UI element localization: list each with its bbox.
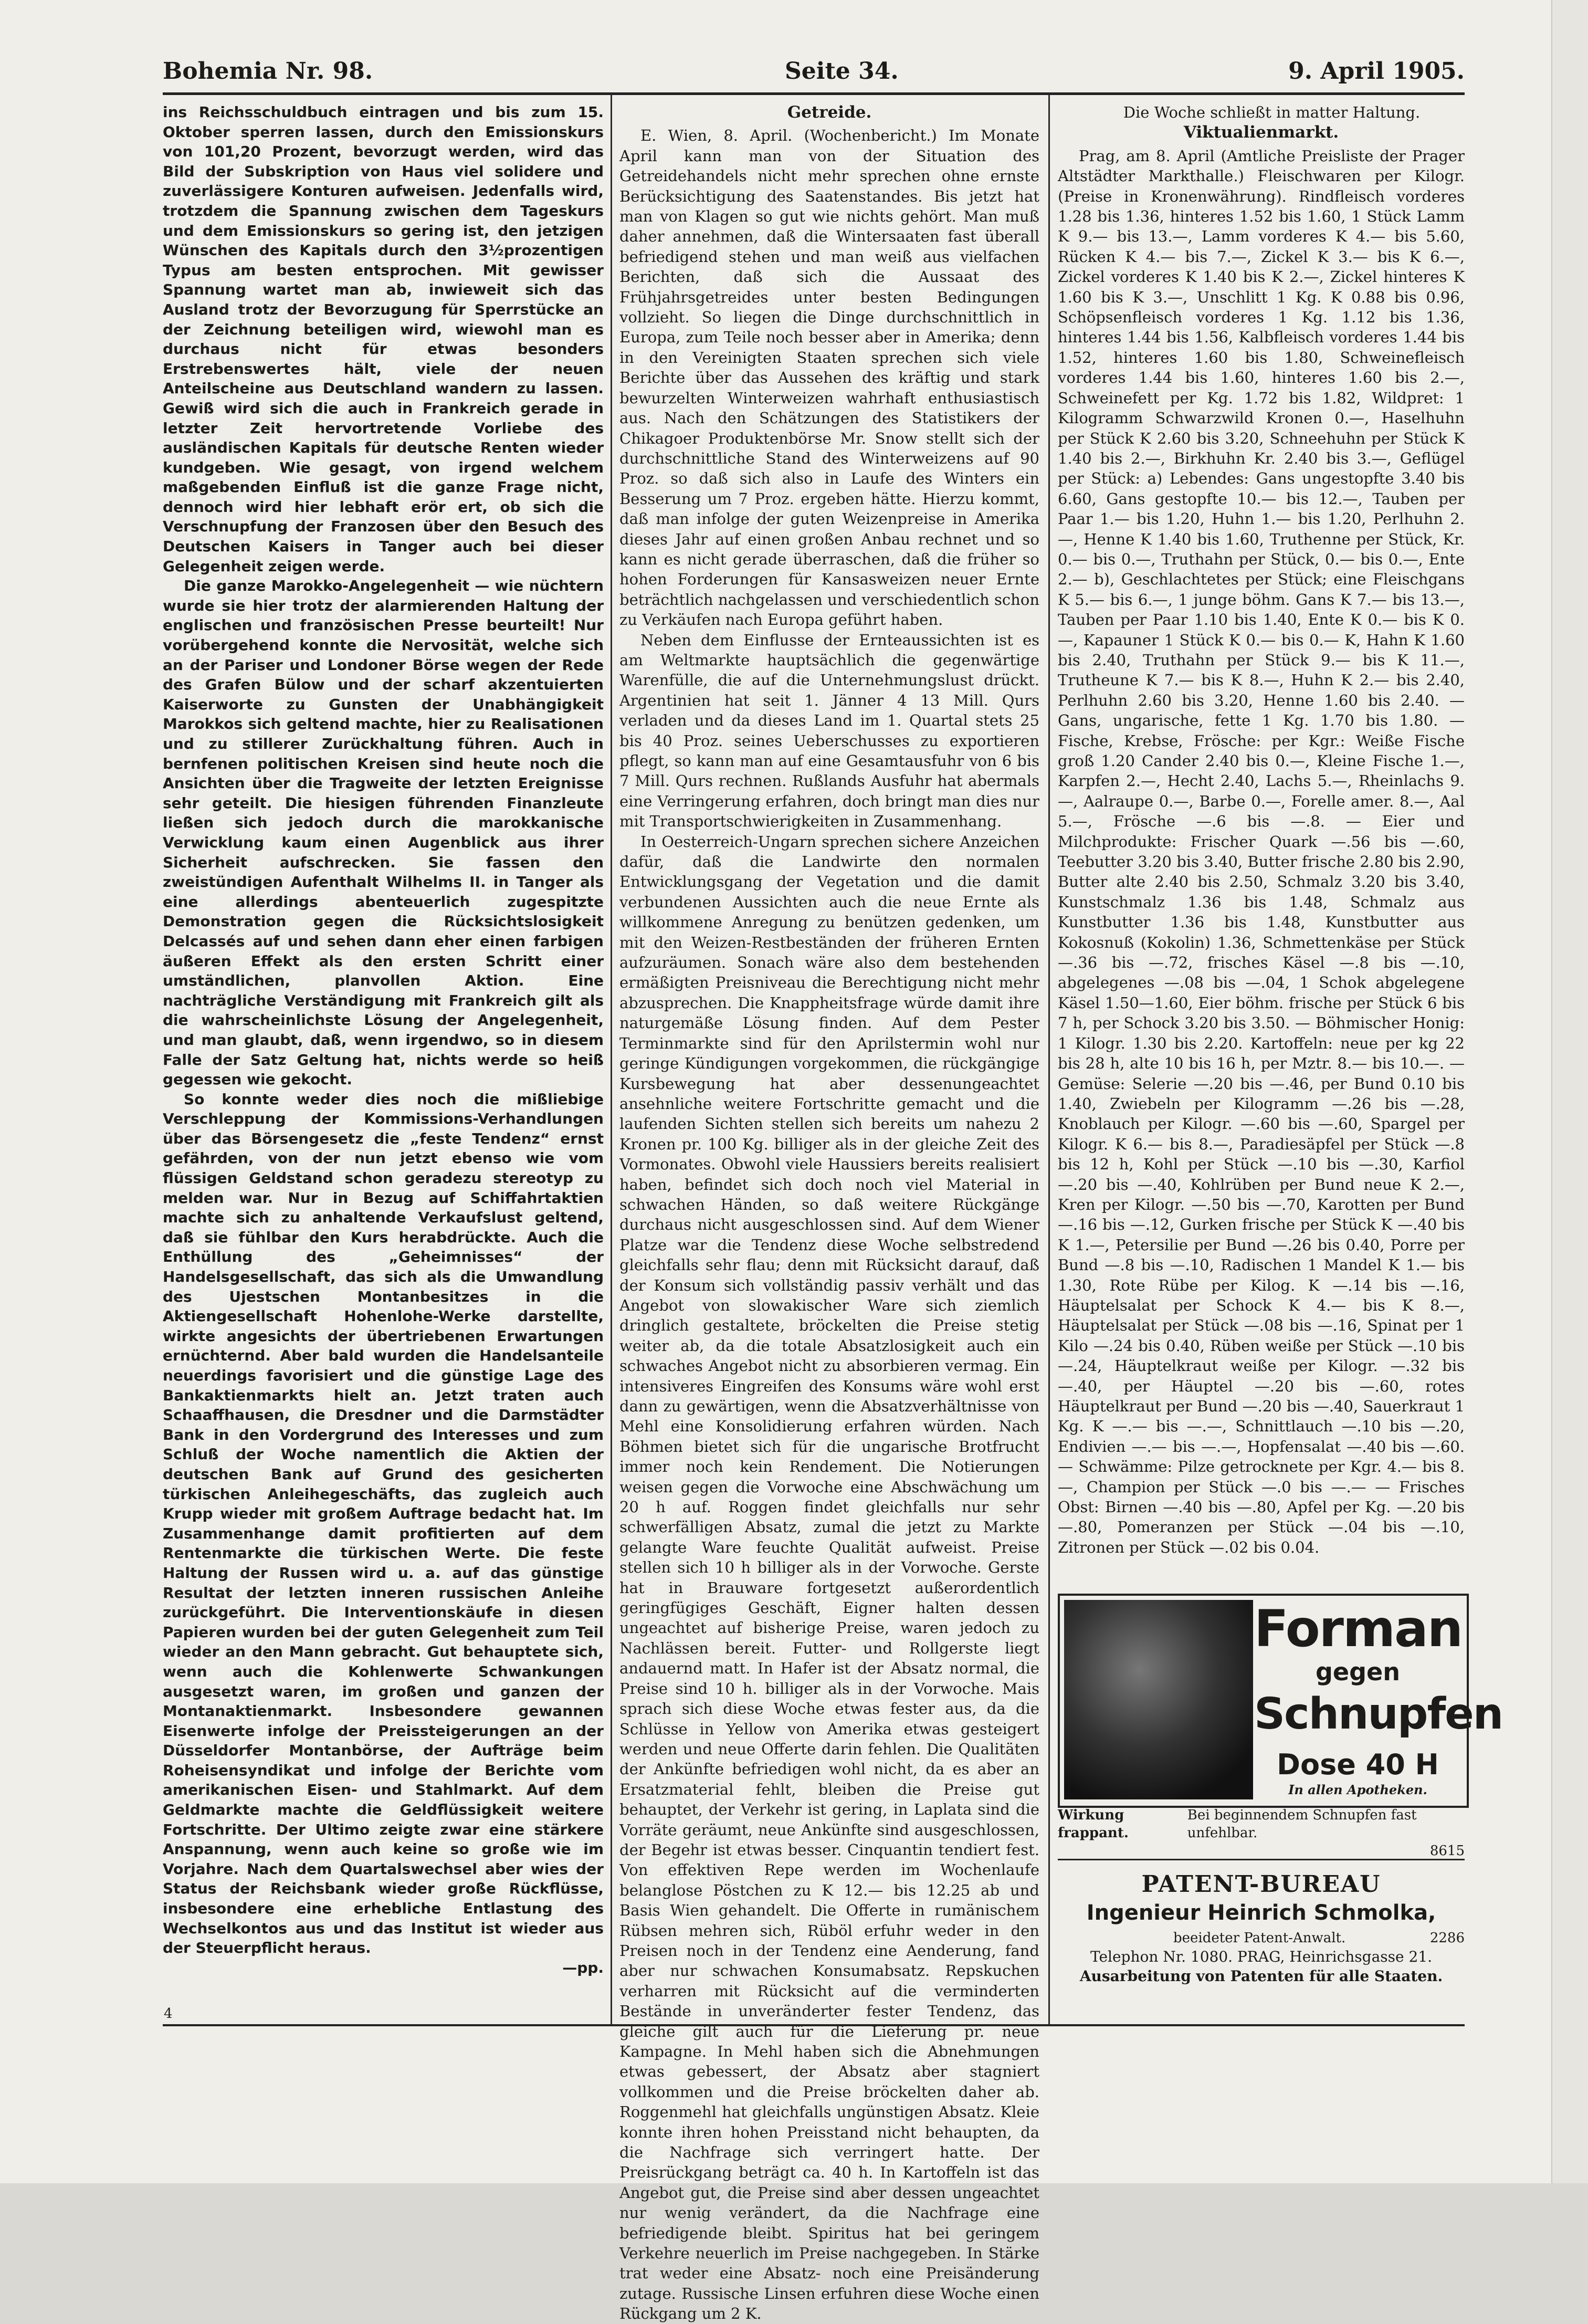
column-market [1058, 102, 1465, 1556]
section-heading: Getreide. [787, 103, 872, 122]
section-heading: Viktualienmarkt. [1183, 123, 1339, 142]
ad-availability: In allen Apotheken. [1288, 1782, 1427, 1797]
ad-gegen: gegen [1316, 1658, 1400, 1686]
header-page-number: Seite 34. [785, 58, 899, 85]
paragraph: So konnte weder dies noch die mißliebige Verschleppung der Kommissions-Verhandlungen über das Börsengesetz die „feste Tendenz“ ernst gefährden, von der nun jetzt ebenso wie vom flüssigen Geldstand schon geradezu stereotyp zu melden war. Nur in Bezug auf Schiffahrtaktien machte sich zu anhaltende Verkaufslust geltend, daß sie fühlbar den Kurs herabdrückte. Auch die Enthüllung des „Geheimnisses“ der Handelsgesellschaft, das sich als die Umwandlung des Ujestschen Montanbesitzes in die Aktiengesellschaft Hohenlohe-Werke darstellte, wirkte angesichts der übertriebenen Erwartungen ernüchternd. Aber bald wurden die Handelsanteile neuerdings favorisiert und die günstige Lage des Bankaktienmarkts hielt an. Jetzt traten auch Schaaffhausen, die Dresdner und die Darmstädter Bank in den Vordergrund des Interesses und zum Schluß der Woche namentlich die Aktien der deutschen Bank auf Grund des gesicherten türkischen Anleihegeschäfts, das zugleich auch Krupp wieder mit großem Auftrage bedacht hat. Im Zusammenhange damit profitierten auf dem Rentenmarkte die türkischen Werte. Die feste Haltung der Russen wird u. a. auf das günstige Resultat der letzten inneren russischen Anleihe zurückgeführt. Die Interventionskäufe in diesen Papieren wurden bei der guten Gelegenheit zum Teil wieder an den Mann gebracht. Gut behauptete sich, wenn auch die Kohlenwerte Schwankungen ausgesetzt waren, im großen und ganzen der Montanaktienmarkt. Insbesondere gewannen Eisenwerte infolge der Preissteigerungen an der Düsseldorfer Montanbörse, der Aufträge beim Roheisensyndikat und infolge der Berichte vom amerikanischen Eisen- und Stahlmarkt. Auf dem Geldmarkte machte die Geldflüssigkeit weitere Fortschritte. Der Ultimo zeigte zwar eine stärkere Anspannung, wenn auch keine so große wie im Vorjahre. Nach dem Quartalswechsel aber wies der Status der Reichsbank wieder große Rückflüsse, insbesondere eine erhebliche Entlastung des Wechselkontos aus und das Institut ist wieder aus der Steuerpflicht heraus. [163, 1090, 604, 1957]
page-marker: 4 [164, 2006, 173, 2022]
page-header [163, 58, 1465, 95]
column-divider [1048, 95, 1050, 2024]
header-rule [163, 92, 1465, 95]
ad-title: PATENT-BUREAU [1141, 1871, 1381, 1898]
column-divider [611, 95, 612, 2024]
column-finance [163, 102, 604, 2003]
ad-slogan-detail: Bei beginnendem Schnupfen fast unfehlbar. [1187, 1807, 1417, 1841]
ad-brand: Forman [1254, 1599, 1463, 1658]
ad-subtitle: beeideter Patent-Anwalt. [1173, 1930, 1346, 1946]
ad-code: 2286 [1429, 1930, 1465, 1946]
footer-rule [163, 2024, 1465, 2026]
forman-tagline [1058, 1806, 1465, 1860]
paragraph: E. Wien, 8. April. (Wochenbericht.) Im Monate April kann man von der Situation des Getreidehandels nicht mehr sprechen ohne ernste Berücksichtigung des Saatenstandes. Bis jetzt hat man von Klagen so gut wie nichts gehört. Man muß daher annehmen, daß die Wintersaaten fast überall befriedigend stehen und man weiß aus vielfachen Berichten, daß sich die Aussaat des Frühjahrsgetreides unter besten Bedingungen vollzieht. So liegen die Dinge durchschnittlich in Europa, zum Teile noch besser aber in Amerika; denn in den Vereinigten Staaten sprechen sich viele Berichte über das Aussehen des kräftig und stark bewurzelten Winterweizen wahrhaft enthusiastisch aus. Nach den Schätzungen des Statistikers der Chikagoer Produktenbörse Mr. Snow stellt sich der durchschnittliche Stand des Winterweizens auf 90 Proz. so daß sich also in Laufe des Winters ein Besserung um 7 Proz. ergeben hätte. Hierzu kommt, daß man infolge der guten Weizenpreise in Amerika dieses Jahr auf einen großen Anbau rechnet und so kann es nicht gerade überraschen, daß die früher so hohen Forderungen für Kansasweizen neuer Ernte beträchtlich nachgelassen und verschiedentlich schon zu Verkäufen nach Europa geführt haben. [619, 127, 1039, 629]
page-edge [1551, 0, 1588, 2183]
ad-rule [1058, 1859, 1465, 1860]
ad-subtitle-row [1058, 1930, 1465, 1946]
advertisement-illustration [1064, 1600, 1253, 1799]
paragraph: Neben dem Einflusse der Ernteaussichten ist es am Weltmarkte hauptsächlich die gegenwärtige Warenfülle, die auf die Unternehmungslust drückt. Argentinien hat seit 1. Jänner 4 13 Mill. Qurs verladen und da dieses Land im 1. Quartal stets 25 bis 40 Proz. seines Ueberschusses zu exportieren pflegt, so kann man auf eine Gesamtausfuhr von 6 bis 7 Mill. Qurs rechnen. Rußlands Ausfuhr hat abermals eine Verringerung erfahren, doch bringt man dies nur mit Transportschwierigkeiten in Zusammenhang. [619, 631, 1039, 831]
ad-service: Ausarbeitung von Patenten für alle Staaten. [1079, 1967, 1443, 1985]
header-date: 9. April 1905. [1288, 58, 1465, 85]
paragraph: ins Reichsschuldbuch eintragen und bis zum 15. Oktober sperren lassen, durch den Emissionskurs von 101,20 Prozent, bevorzugt werden, wird das Bild der Subskription von Haus viel solidere und zuverlässigere Konturen aufweisen. Jedenfalls wird, trotzdem die Spannung zwischen dem Tageskurs und dem Emissionskurs so gering ist, den jetzigen Wünschen des Kapitals durch den 3½prozentigen Typus am besten entsprochen. Mit gewisser Spannung wartet man ab, inwieweit sich das Ausland trotz der Bevorzugung für Sperrstücke an der Zeichnung beteiligen wird, wiewohl man es durchaus nicht für etwas besonders Erstrebenswertes hält, viele der neuen Anteilscheine aus Deutschland wandern zu lassen. Gewiß wird sich die auch in Frankreich gerade in letzter Zeit hervortretende Vorliebe des ausländischen Kapitals für deutsche Renten wieder kundgeben. Wie gesagt, von irgend welchem maßgebenden Einfluß ist die ganze Frage nicht, dennoch wird hier lebhaft erör ert, ob sich die Verschnupfung der Franzosen über den Besuch des Deutschen Kaisers in Tanger auch bei dieser Gelegenheit zeigen werde. [163, 103, 604, 575]
closing-line: Die Woche schließt in matter Haltung. [1123, 103, 1421, 121]
ad-name: Ingenieur Heinrich Schmolka, [1086, 1901, 1436, 1925]
paragraph: In Oesterreich-Ungarn sprechen sichere Anzeichen dafür, daß die Landwirte den normalen Entwicklungsgang der Vegetation und die damit verbundenen Aussichten auch die neue Ernte als willkommene Anregung zu benützen gedenken, um mit den Weizen-Restbeständen der früheren Ernten aufzuräumen. Sonach wäre also dem bestehenden ermäßigten Preisniveau die Berechtigung nicht mehr abzusprechen. Die Knappheitsfrage würde damit ihre naturgemäße Lösung finden. Auf dem Pester Terminmarkte sind für den Aprilstermin wohl nur geringe Kündigungen vorgekommen, die rückgängige Kursbewegung hat aber dessenungeachtet ansehnliche weitere Fortschritte gemacht und die laufenden Sichten stellen sich bereits um nahezu 2 Kronen pr. 100 Kg. billiger als in der gleiche Zeit des Vormonates. Obwohl viele Haussiers bereits realisiert haben, befindet sich doch noch viel Material in schwachen Händen, so daß weitere Rückgänge durchaus nicht ausgeschlossen sind. Auf dem Wiener Platze war die Tendenz diese Woche selbstredend gleichfalls sehr flau; denn mit Rücksicht darauf, daß der Konsum sich vollständig passiv verhält und das Angebot von slowakischer Ware sich ziemlich dringlich gestaltete, bröckelten die Preise stetig weiter ab, da die totale Absatzlosigkeit auch ein schwaches Angebot nicht zu absorbieren vermag. Ein intensiveres Eingreifen des Konsums wäre wohl erst dann zu gewärtigen, wenn die Absatzverhältnisse von Mehl eine Konsolidierung erfahren würden. Nach Böhmen bietet sich für die ungarische Brotfrucht immer noch kein Rendement. Die Notierungen weisen gegen die Vorwoche eine Abschwächung um 20 h auf. Roggen findet gleichfalls nur sehr schwerfälligen Absatz, zumal die jetzt zu Markte gelangte Ware feuchte Qualität aufweist. Preise stellen sich 10 h billiger als in der Vorwoche. Gerste hat in Brauware fortgesetzt außerordentlich geringfügiges Geschäft, Eigner halten dessen ungeachtet auf bisherige Preise, waren jedoch zu Nachlässen bereit. Futter- und Rollgerste liegt andauernd matt. In Hafer ist der Absatz normal, die Preise sind 10 h. billiger als in der Vorwoche. Mais sprach sich diese Woche etwas fester aus, da die Schlüsse in Yellow von Amerika etwas gesteigert werden und neue Offerte darin fehlen. Die Qualitäten der Ankünfte befriedigen wohl nicht, da es aber an Ersatzmaterial fehlt, bleiben die Preise gut behauptet, der Verkehr ist gering, in Laplata sind die Vorräte geräumt, neue Ankünfte sind ausgeschlossen, der Begehr ist etwas besser. Cinquantin tendiert fest. Von effektiven Repe werden im Wochenlaufe belanglose Pöstchen zu K 12.— bis 12.25 ab und Basis Wien gehandelt. Die Offerte in rumänischem Rübsen mehren sich, Rüböl erfuhr weder in den Preisen noch in der Tendenz eine Aenderung, fand aber nur schwachen Konsumabsatz. Repskuchen verharren mit Rücksicht auf die verminderten Bestände in unveränderter fester Tendenz, das gleiche gilt auch für die Lieferung pr. neue Kampagne. In Mehl haben sich die Abnehmungen etwas gebessert, der Absatz aber stagniert vollkommen und die Preise bröckelten daher ab. Roggenmehl hat gleichfalls ungünstigen Absatz. Kleie konnte ihren hohen Preisstand nicht behaupten, da die Nachfrage sich verringert hatte. Der Preisrückgang beträgt ca. 40 h. In Kartoffeln ist das Angebot gut, die Preise sind aber dessen ungeachtet nur wenig verändert, da die Nachfrage eine befriedigende bleibt. Spiritus hat bei geringem Verkehre neuerlich im Preise nachgegeben. In Stärke trat weder eine Absatz- noch eine Preisänderung zutage. Russische Linsen erfuhren diese Woche einen Rückgang um 2 K. [619, 832, 1039, 2323]
paragraph: Prag, am 8. April (Amtliche Preisliste der Prager Altstädter Markthalle.) Fleischwaren per Kilogr. (Preise in Kronenwährung). Rindfleisch vorderes 1.28 bis 1.36, hinteres 1.52 bis 1.60, 1 Stück Lamm K 9.— bis 13.—, Lamm vorderes K 4.— bis 5.60, Rücken K 4.— bis 7.—, Zickel K 3.— bis K 6.—, Zickel vorderes K 1.40 bis K 2.—, Zickel hinteres K 1.60 bis K 3.—, Unschlitt 1 Kg. K 0.88 bis 0.96, Schöpsenfleisch vorderes 1 Kg. 1.12 bis 1.36, hinteres 1.44 bis 1.56, Kalbfleisch vorderes 1.44 bis 1.52, hinteres 1.60 bis 1.80, Schweinefleisch vorderes 1.44 bis 1.60, hinteres 1.60 bis 2.—, Schweinefett per Kg. 1.72 bis 1.82, Wildpret: 1 Kilogramm Schwarzwild Kronen 0.—, Haselhuhn per Stück K 2.60 bis 3.20, Schneehuhn per Stück K 1.40 bis 2.—, Birkhuhn Kr. 2.40 bis 3.—, Geflügel per Stück: a) Lebendes: Gans ungestopfte 3.40 bis 6.60, Gans gestopfte 10.— bis 12.—, Tauben per Paar 1.— bis 1.20, Huhn 1.— bis 1.20, Perlhuhn 2.—, Henne K 1.40 bis 1.60, Truthenne per Stück, Kr. 0.— bis 0.—, Truthahn per Stück, 0.— bis 0.—, Ente 2.— b), Geschlachtetes per Stück; eine Fleischgans K 5.— bis 6.—, 1 junge böhm. Gans K 7.— bis 13.—, Tauben per Paar 1.10 bis 1.40, Ente K 0.— bis K 0.—, Kapauner 1 Stück K 0.— bis 0.— K, Hahn K 1.60 bis 2.40, Truthahn per Stück 9.— bis K 11.—, Trutheune K 7.— bis K 8.—, Huhn K 2.— bis 2.40, Perlhuhn 2.60 bis 3.20, Henne 1.60 bis 2.40. — Gans, ungarische, fette 1 Kg. 1.70 bis 1.80. — Fische, Krebse, Frösche: per Kgr.: Weiße Fische groß 1.20 Cander 2.40 bis 0.—, Kleine Fische 1.—, Karpfen 2.—, Hecht 2.40, Lachs 5.—, Rheinlachs 9.—, Aalraupe 0.—, Barbe 0.—, Forelle amer. 8.—, Aal 5.—, Frösche —.6 bis —.8. — Eier und Milchprodukte: Frischer Quark —.56 bis —.60, Teebutter 3.20 bis 3.40, Butter frische 2.80 bis 2.90, Butter alte 2.40 bis 2.50, Schmalz 3.20 bis 3.40, Kunstschmalz 1.36 bis 1.48, Schmalz aus Kunstbutter 1.36 bis 1.48, Kunstbutter aus Kokosnuß (Kokolin) 1.36, Schmettenkäse per Stück —.36 bis —.72, frisches Käsel —.8 bis —.10, abgelegenes —.08 bis —.04, 1 Schok abgelegene Käsel 1.50—1.60, Eier böhm. frische per Stück 6 bis 7 h, per Schock 3.20 bis 3.50. — Böhmischer Honig: 1 Kilogr. 1.30 bis 2.20. Kartoffeln: neue per kg 22 bis 28 h, alte 10 bis 16 h, per Mztr. 8.— bis 10.—. — Gemüse: Selerie —.20 bis —.46, per Bund 0.10 bis 1.40, Zwiebeln per Kilogramm —.26 bis —.28, Knoblauch per Kilogr. —.60 bis —.60, Spargel per Kilogr. K 6.— bis 8.—, Paradiesäpfel per Stück —.8 bis 12 h, Kohl per Stück —.10 bis —.30, Karfiol —.20 bis —.40, Kohlrüben per Bund neue K 2.—, Kren per Kilogr. —.50 bis —.70, Karotten per Bund —.16 bis —.12, Gurken frische per Stück K —.40 bis K 1.—, Petersilie per Bund —.26 bis 0.40, Porre per Bund —.8 bis —.10, Radischen 1 Mandel K 1.— bis 1.30, Rote Rübe per Kilog. K —.14 bis —.16, Häuptelsalat per Schock K 4.— bis K 8.—, Häuptelsalat per Stück —.08 bis —.16, Spinat per 1 Kilo —.24 bis 0.40, Rüben weiße per Stück —.10 bis —.24, Häuptelkraut weiße per Kilogr. —.32 bis —.40, per Häuptel —.20 bis —.60, rotes Häuptelkraut per Bund —.20 bis —.40, Sauerkraut 1 Kg. K —.— bis —.—, Schnittlauch —.10 bis —.20, Endivien —.— bis —.—, Hopfensalat —.40 bis —.60. — Schwämme: Pilze getrocknete per Kgr. 4.— bis 8.—, Champion per Stück —.0 bis —.— — Frisches Obst: Birnen —.40 bis —.80, Apfel per Kg. —.20 bis —.80, Pomeranzen per Stück —.04 bis —.10, Zitronen per Stück —.02 bis 0.04. [1058, 146, 1465, 1556]
ad-code: 8615 [1429, 1843, 1465, 1859]
ad-address: Telephon Nr. 1080. PRAG, Heinrichsgasse 21. [1090, 1948, 1433, 1965]
forman-advertisement [1058, 1594, 1503, 1808]
ad-slogan: Wirkung frappant. [1058, 1807, 1129, 1841]
column-grain [619, 102, 1039, 2323]
ad-price: Dose 40 H [1277, 1748, 1439, 1781]
patent-bureau-advertisement [1058, 1859, 1465, 2016]
author-signature: —pp. [562, 1959, 604, 1976]
paragraph: Die ganze Marokko-Angelegenheit — wie nüchtern wurde sie hier trotz der alarmierenden Haltung der englischen und französischen Presse beurteilt! Nur vorübergehend konnte die Nervosität, welche sich an der Pariser und Londoner Börse wegen der Rede des Grafen Bülow und der scharf akzentuierten Kaiserworte zu Gunsten der Unabhängigkeit Marokkos sich geltend machte, hier zu Realisationen und zu stillerer Zurückhaltung führen. Auch in bernfenen politischen Kreisen sind heute noch die Ansichten über die Tragweite der letzten Ereignisse sehr geteilt. Die hiesigen führenden Finanzleute ließen sich jedoch durch die marokkanische Verwicklung kaum einen Augenblick aus ihrer Sicherheit aufschrecken. Sie fassen den zweistündigen Aufenthalt Wilhelms II. in Tanger als eine allerdings abenteuerlich zugespitzte Demonstration gegen die Rücksichtslosigkeit Delcassés auf und sehen dann eher einen farbigen äußeren Effekt als den ersten Schritt einer umständlichen, planvollen Aktion. Eine nachträgliche Verständigung mit Frankreich gilt als die wahrscheinlichste Lösung der Angelegenheit, und man glaubt, daß, wenn irgendwo, so in diesem Falle der Satz Geltung hat, nichts werde so heiß gegessen wie gekocht. [163, 577, 604, 1088]
header-title: Bohemia Nr. 98. [163, 58, 373, 85]
ad-product: Schnupfen [1254, 1689, 1503, 1739]
